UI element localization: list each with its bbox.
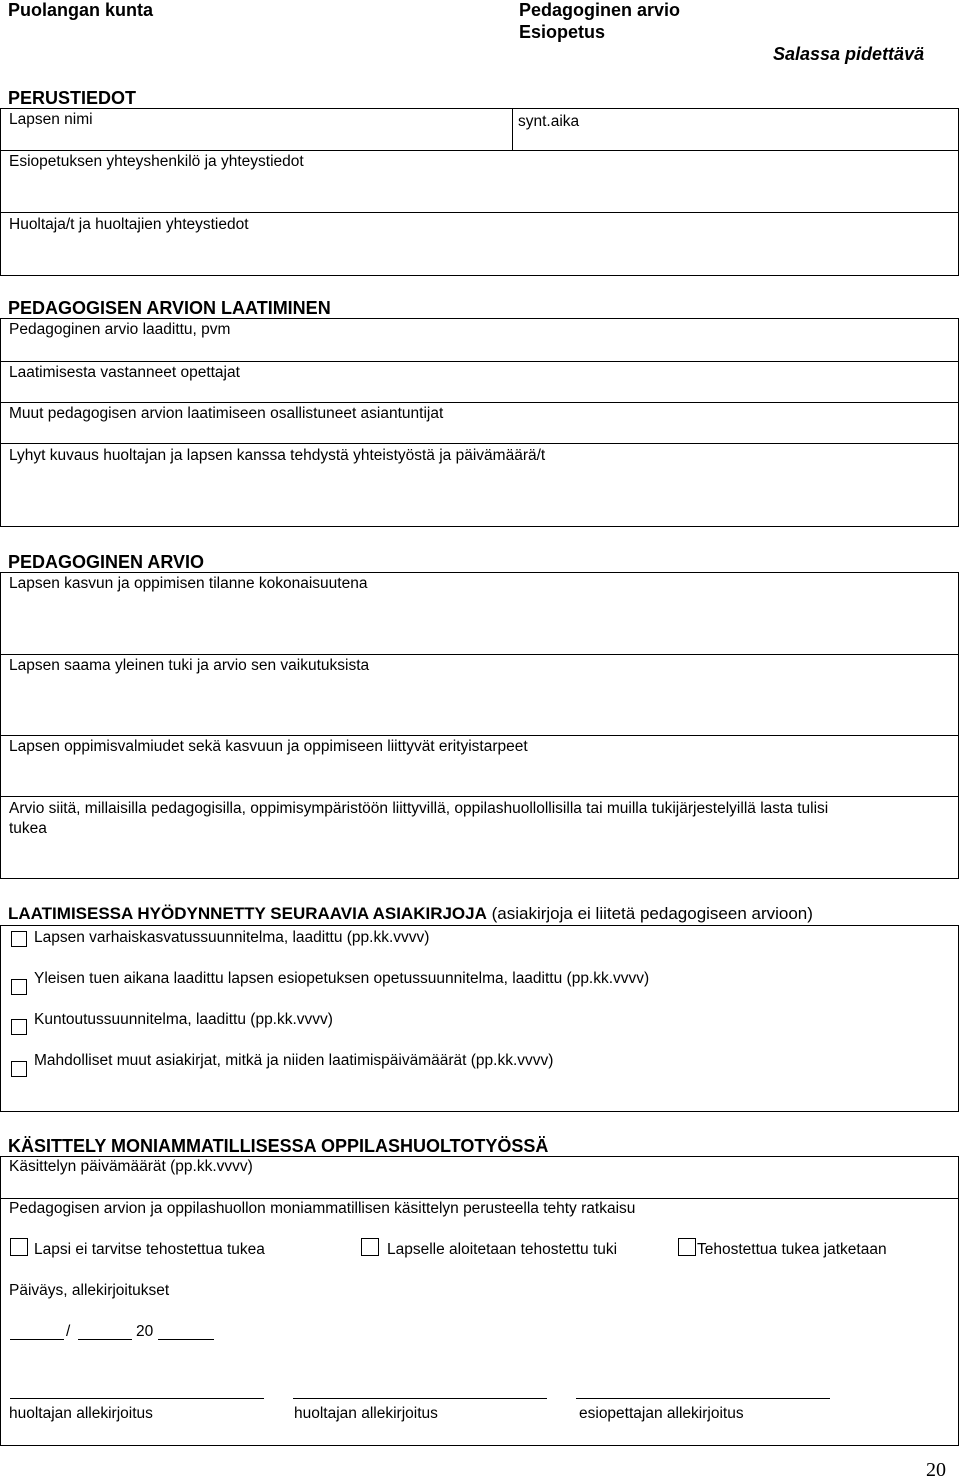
option-no-intensified-support: Lapsi ei tarvitse tehostettua tukea [34,1241,265,1258]
documents-heading-note: (asiakirjoja ei liitetä pedagogiseen arvioon) [491,904,813,923]
month-line[interactable] [78,1339,132,1340]
checkbox-no-intensified-support[interactable] [10,1238,28,1256]
divider [0,654,959,655]
section-heading-processing: KÄSITTELY MONIAMMATILLISESSA OPPILASHUOLTOTYÖSSÄ [8,1136,549,1156]
guardians-label: Huoltaja/t ja huoltajien yhteystiedot [9,216,249,233]
year-prefix: 20 [136,1323,154,1340]
birth-date-label: synt.aika [518,113,580,130]
document-item-label: Yleisen tuen aikana laadittu lapsen esiopetuksen opetussuunnitelma, laadittu (pp.kk.vvvv) [34,970,650,987]
teacher-signature-line[interactable] [576,1398,830,1399]
section-heading-preparation: PEDAGOGISEN ARVION LAATIMINEN [8,298,331,318]
teachers-label: Laatimisesta vastanneet opettajat [9,364,240,381]
guardian-signature-label: huoltajan allekirjoitus [294,1405,438,1422]
child-name-label: Lapsen nimi [9,111,93,128]
section-heading-documents [8,904,813,924]
preschool-contact-label: Esiopetuksen yhteyshenkilö ja yhteystiedot [9,153,304,170]
checkbox-continue-intensified-support[interactable] [678,1238,696,1256]
checkbox-start-intensified-support[interactable] [361,1238,379,1256]
decision-label: Pedagogisen arvion ja oppilashuollon moniammatillisen käsittelyn perusteella tehty ratkaisu [9,1200,636,1217]
checkbox-other-documents[interactable] [11,1061,27,1077]
divider [0,443,959,444]
basic-info-box [0,108,959,276]
divider [0,150,959,151]
guardian-signature-label: huoltajan allekirjoitus [9,1405,153,1422]
section-heading-assessment: PEDAGOGINEN ARVIO [8,552,205,572]
page-number: 20 [926,1459,946,1481]
documents-heading-text: LAATIMISESSA HYÖDYNNETTY SEURAAVIA ASIAKIRJOJA [8,904,487,923]
divider [0,796,959,797]
divider [0,1198,959,1199]
divider [0,402,959,403]
municipality-name: Puolangan kunta [8,0,154,20]
teacher-signature-label: esiopettajan allekirjoitus [579,1405,744,1422]
document-title: Pedagoginen arvio [519,0,681,20]
option-start-intensified-support: Lapselle aloitetaan tehostettu tuki [387,1241,618,1258]
section-heading-basic-info: PERUSTIEDOT [8,88,137,108]
document-item-label: Mahdolliset muut asiakirjat, mitkä ja niiden laatimispäivämäärät (pp.kk.vvvv) [34,1052,554,1069]
divider [0,735,959,736]
guardian-signature-line[interactable] [293,1398,547,1399]
assessment-box [0,572,959,879]
document-item-label: Lapsen varhaiskasvatussuunnitelma, laadittu (pp.kk.vvvv) [34,929,430,946]
checkbox-rehabilitation-plan[interactable] [11,1019,27,1035]
support-label: Lapsen saama yleinen tuki ja arvio sen vaikutuksista [9,657,370,674]
assessment-date-label: Pedagoginen arvio laadittu, pvm [9,321,231,338]
date-separator: / [66,1323,71,1340]
evaluation-label: Arvio siitä, millaisilla pedagogisilla, oppimisympäristöön liittyvillä, oppilashuollollisilla tai muilla tukijärjestelyillä lasta tulisi [9,800,829,817]
day-month-line[interactable] [10,1339,64,1340]
experts-label: Muut pedagogisen arvion laatimiseen osallistuneet asiantuntijat [9,405,444,422]
date-signatures-label: Päiväys, allekirjoitukset [9,1282,170,1299]
cooperation-label: Lyhyt kuvaus huoltajan ja lapsen kanssa tehdystä yhteistyöstä ja päivämäärä/t [9,447,546,464]
document-item-label: Kuntoutussuunnitelma, laadittu (pp.kk.vvvv) [34,1011,333,1028]
year-line[interactable] [158,1339,214,1340]
processing-date-label: Käsittelyn päivämäärät (pp.kk.vvvv) [9,1158,253,1175]
checkbox-early-education-plan[interactable] [11,931,27,947]
divider [0,212,959,213]
guardian-signature-line[interactable] [10,1398,264,1399]
needs-label: Lapsen oppimisvalmiudet sekä kasvuun ja oppimiseen liittyvät erityistarpeet [9,738,528,755]
option-continue-intensified-support: Tehostettua tukea jatketaan [697,1241,887,1258]
divider [512,108,513,150]
checkbox-curriculum-plan[interactable] [11,979,27,995]
growth-label: Lapsen kasvun ja oppimisen tilanne kokonaisuutena [9,575,368,592]
document-subtitle: Esiopetus [519,22,606,42]
evaluation-label-continued: tukea [9,820,47,837]
divider [0,361,959,362]
confidential-label: Salassa pidettävä [773,44,925,64]
